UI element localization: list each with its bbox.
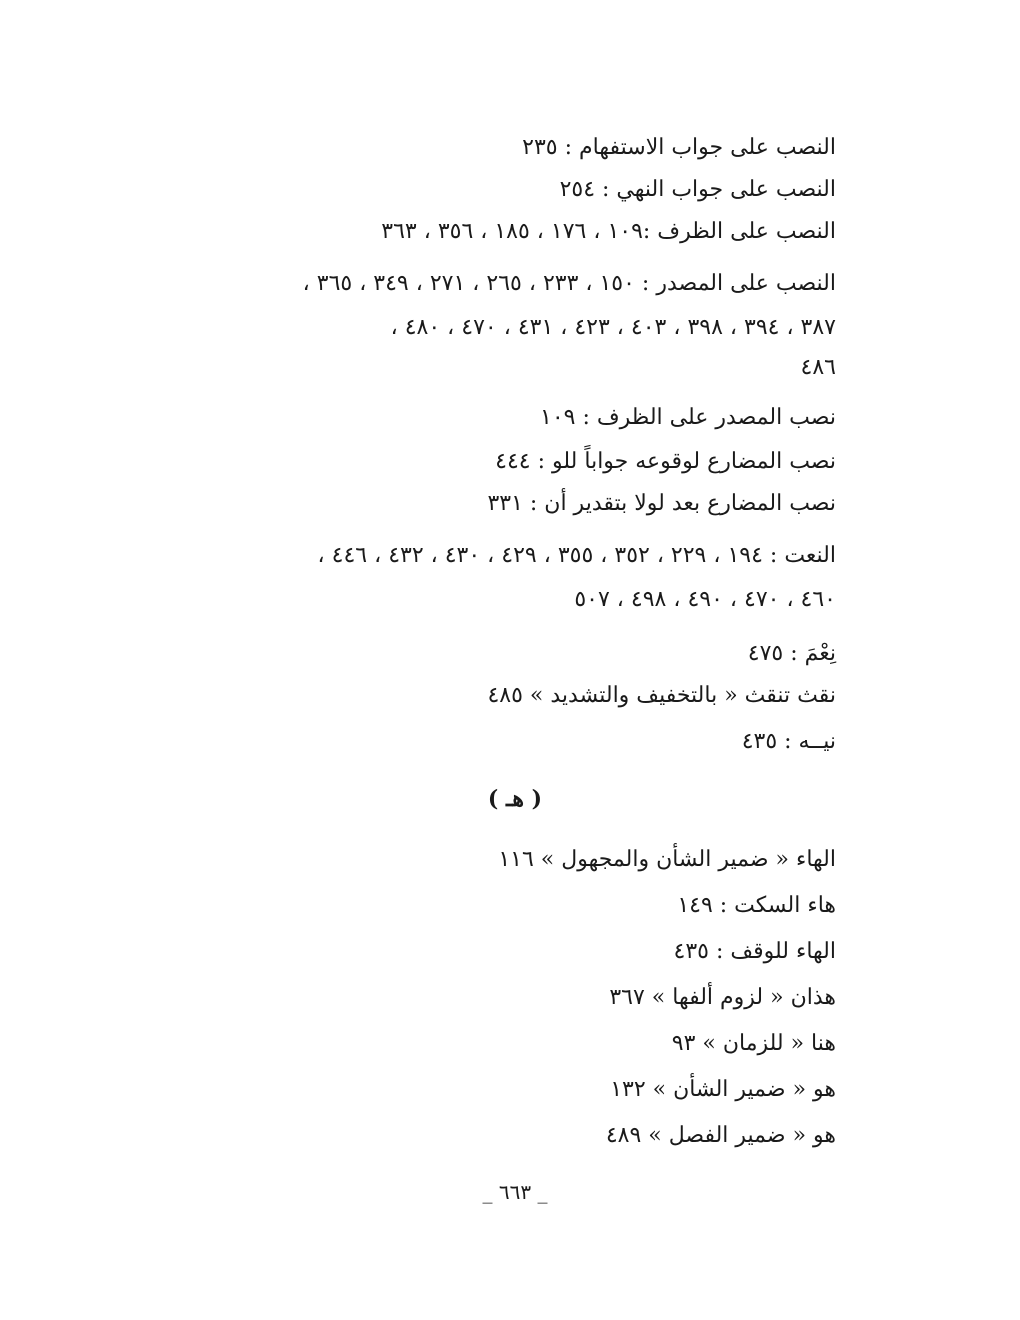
index-entry-ha-shaan: الهاء « ضمير الشأن والمجهول » ١١٦ — [498, 847, 836, 872]
section-heading-ha: ( هـ ) — [487, 786, 543, 812]
index-entry-naat: النعت : ١٩٤ ، ٢٢٩ ، ٣٥٢ ، ٣٥٥ ، ٤٢٩ ، ٤٣٠ ، ٤٣٢ ، ٤٤٦ ، — [317, 543, 836, 568]
index-entry-continuation: ٤٨٦ — [800, 355, 836, 380]
index-entry-nasb-mudari-lawla: نصب المضارع بعد لولا بتقدير أن : ٣٣١ — [487, 491, 836, 516]
index-entry-nima: نِعْمَ : ٤٧٥ — [747, 641, 836, 666]
index-entry-huna: هنا « للزمان » ٩٣ — [671, 1031, 836, 1056]
page-number: _ ٦٦٣ _ — [482, 1180, 548, 1204]
index-entry-huwa-shaan: هو « ضمير الشأن » ١٣٢ — [610, 1077, 836, 1102]
index-entry-nasb-mudari-law: نصب المضارع لوقوعه جواباً للو : ٤٤٤ — [495, 449, 836, 474]
index-entry-ha-waqf: الهاء للوقف : ٤٣٥ — [673, 939, 836, 964]
index-entry-continuation: ٤٦٠ ، ٤٧٠ ، ٤٩٠ ، ٤٩٨ ، ٥٠٧ — [574, 587, 836, 612]
index-entry-ha-sakt: هاء السكت : ١٤٩ — [677, 893, 836, 918]
index-entry-nasb-masdar — [303, 268, 836, 300]
index-entry-hadhan: هذان « لزوم ألفها » ٣٦٧ — [609, 985, 836, 1010]
index-entry-naqatha: نقث تنقث « بالتخفيف والتشديد » ٤٨٥ — [487, 683, 836, 708]
index-entry-nayh: نيــه : ٤٣٥ — [741, 729, 836, 754]
index-entry-line: النصب على المصدر : ١٥٠ ، ٢٣٣ ، ٢٦٥ ، ٢٧١ ، ٣٤٩ ، ٣٦٥ ، — [302, 271, 836, 296]
index-entry-nasb-nahy: النصب على جواب النهي : ٢٥٤ — [559, 177, 836, 202]
index-entry-nasb-masdar-zarf: نصب المصدر على الظرف : ١٠٩ — [540, 405, 836, 430]
index-entry-nasb-istifham: النصب على جواب الاستفهام : ٢٣٥ — [522, 135, 836, 160]
index-entry-nasb-zarf: النصب على الظرف :١٠٩ ، ١٧٦ ، ١٨٥ ، ٣٥٦ ، ٣٦٣ — [381, 219, 836, 244]
index-entry-continuation: ٣٨٧ ، ٣٩٤ ، ٣٩٨ ، ٤٠٣ ، ٤٢٣ ، ٤٣١ ، ٤٧٠ ، ٤٨٠ ، — [390, 315, 836, 340]
index-entry-huwa-fasl: هو « ضمير الفصل » ٤٨٩ — [605, 1123, 836, 1148]
